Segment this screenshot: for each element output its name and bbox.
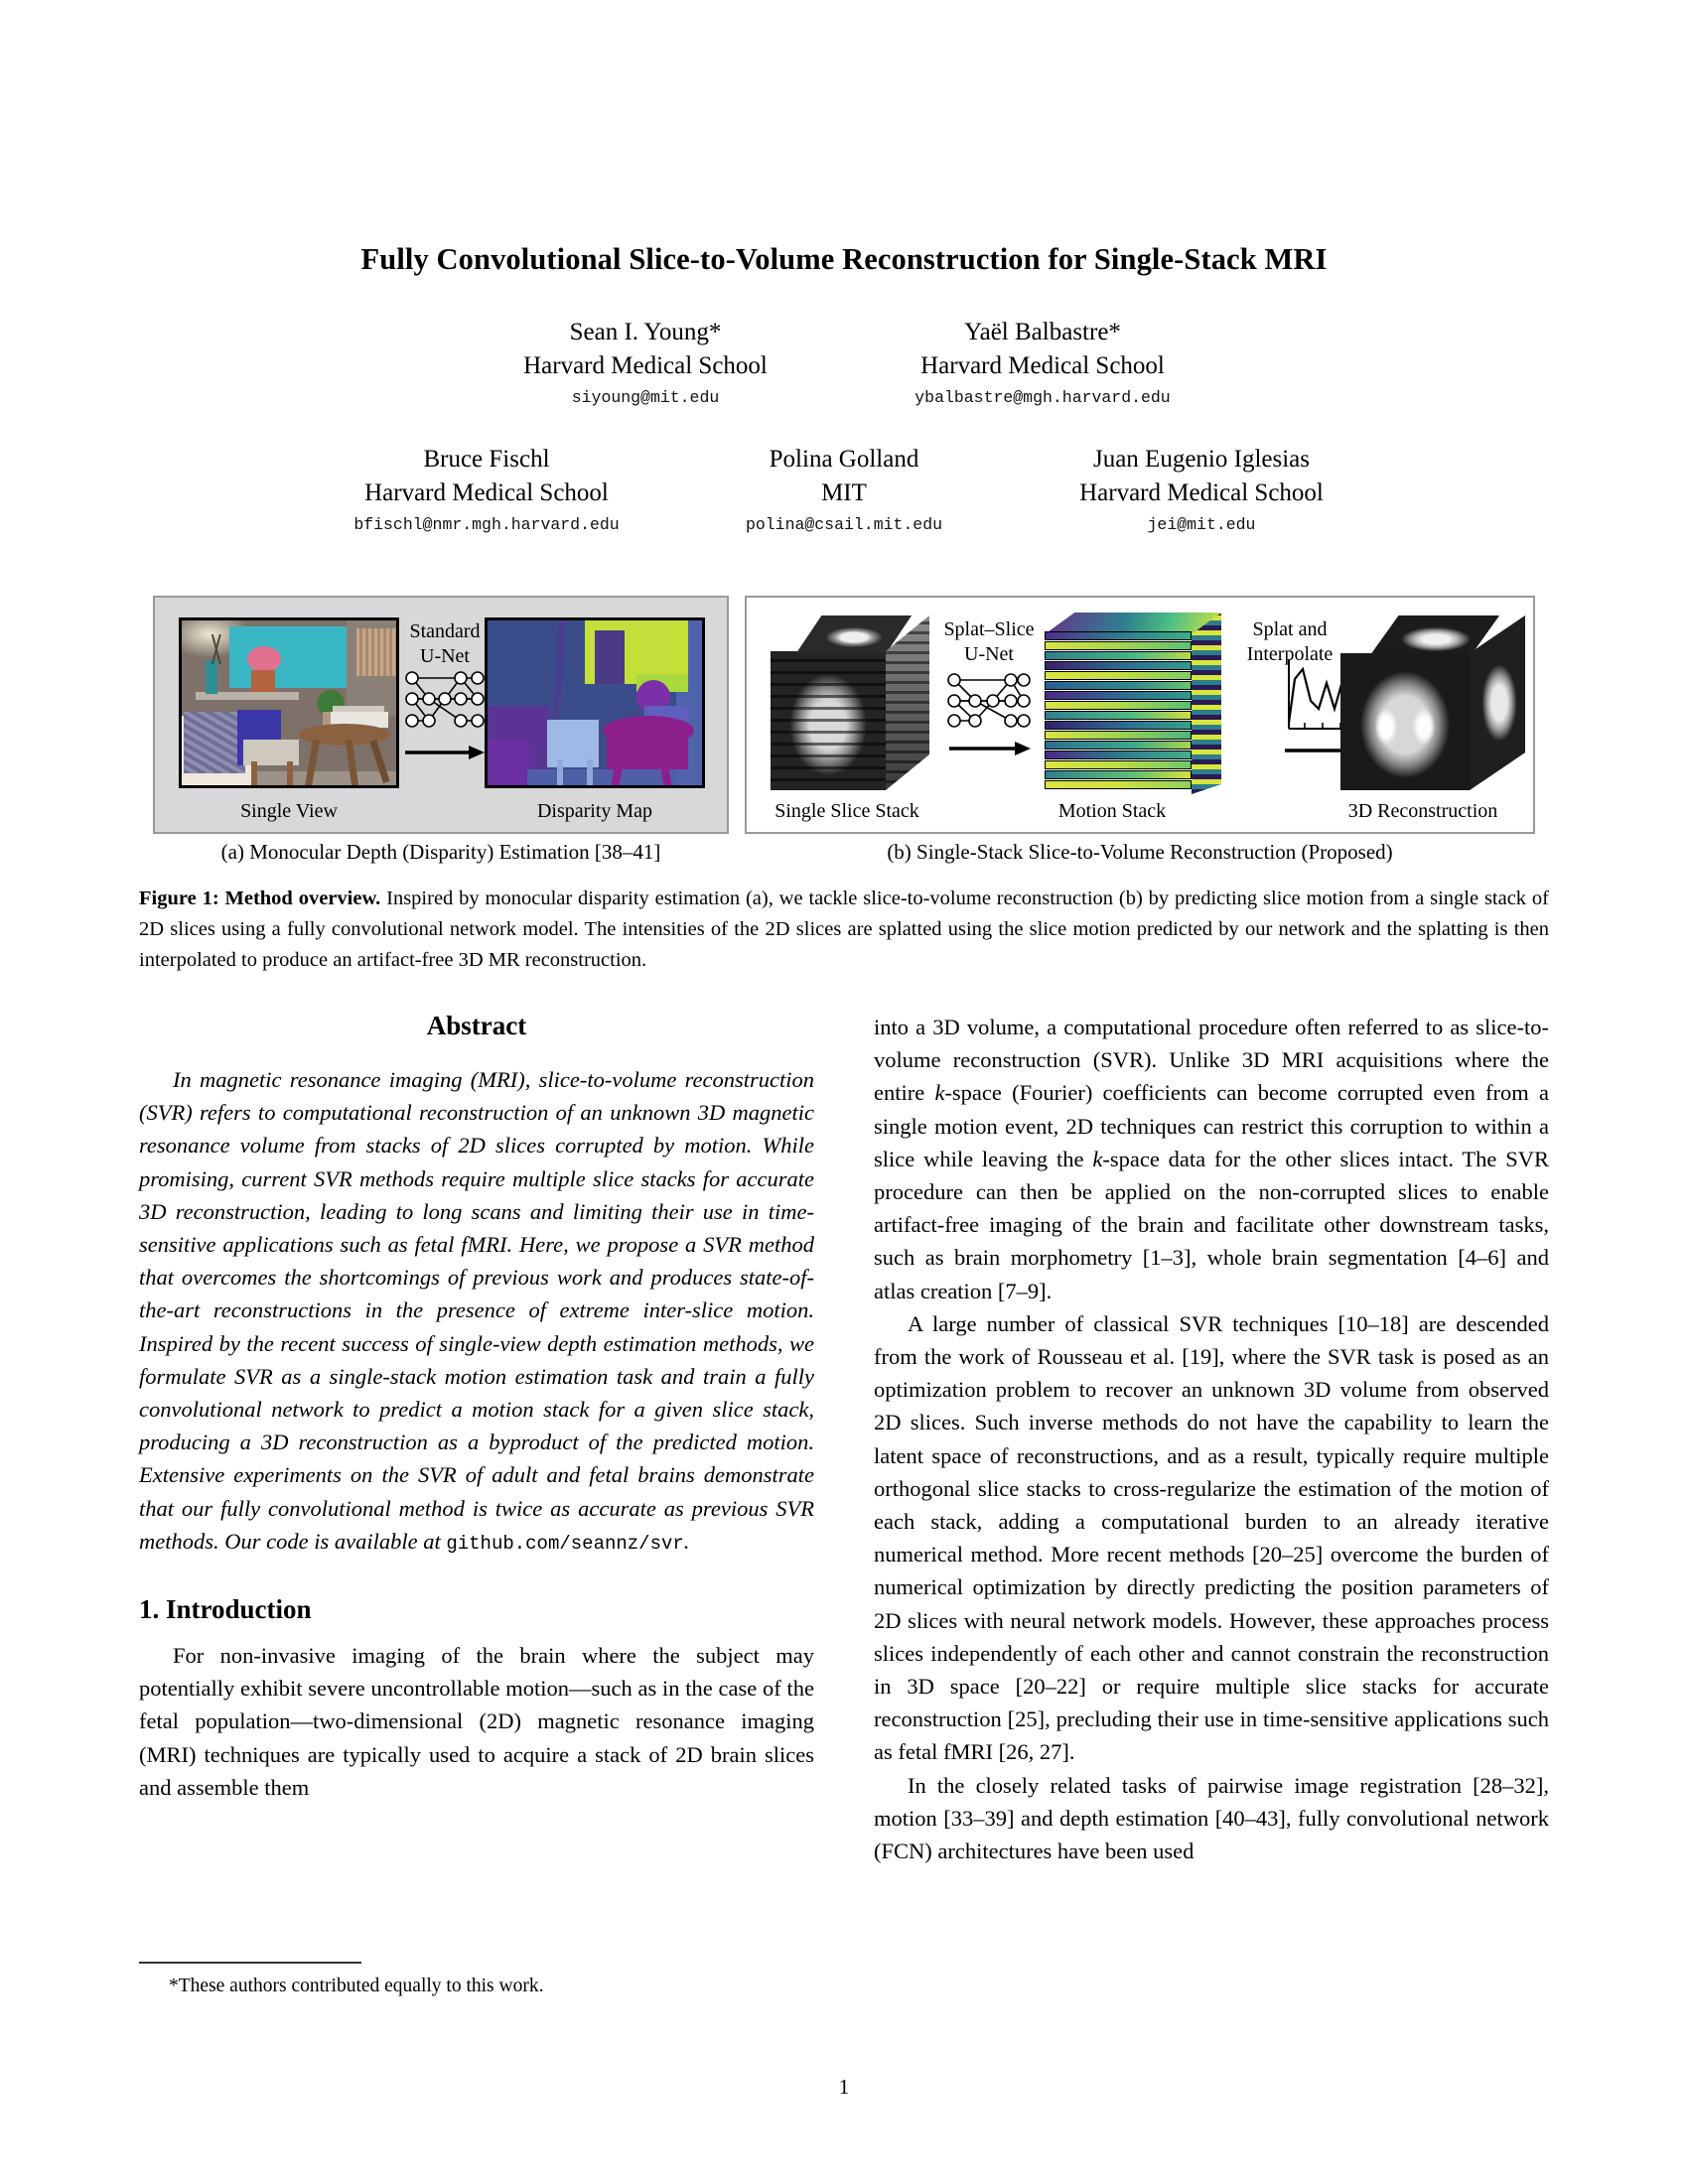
author-name: Bruce Fischl [423,446,550,473]
right-paragraph-3: In the closely related tasks of pairwise image registration [28–32], motion [33–39] and depth estimation [40–43], fully convolutional network (FCN) architectures have been used [874,1772,1549,1864]
3d-reconstruction-cube [1340,615,1525,790]
right-p1-part1: into a 3D volume, a computational procedure often referred to as slice-to-volume reconstruction (SVR). Unlike 3D MRI acquisitions where the entire [874,1015,1549,1106]
abstract-heading: Abstract [426,1011,527,1040]
author-email[interactable]: polina@csail.mit.edu [745,515,943,534]
author-entry [447,316,844,413]
panel-a-body [155,606,727,784]
introduction-paragraph: For non-invasive imaging of the brain where the subject may potentially exhibit severe uncontrollable motion—such as in the case of the fetal population—two-dimensional (2D) magnetic resonance imaging (MRI) techniques are typically used to acquire a stack of 2D brain slices and assemble them [139,1643,814,1800]
author-affiliation: Harvard Medical School [920,352,1165,379]
motion-stack-graphic [1045,614,1223,794]
arrow-right-icon [947,741,1033,756]
label-single-view: Single View [240,800,338,822]
panel-b-network-label: Splat–Slice U-Net [943,618,1035,665]
arrow-right-icon [403,745,487,760]
label-single-slice-stack: Single Slice Stack [774,800,919,822]
footnote-divider [139,1962,361,1964]
author-email[interactable]: jei@mit.edu [1147,515,1256,534]
label-3d-reconstruction: 3D Reconstruction [1347,800,1498,822]
author-block [0,316,1688,540]
abstract-code-url[interactable]: github.com/seannz/svr [446,1532,684,1555]
right-column [874,1011,1549,1867]
author-email[interactable]: siyoung@mit.edu [571,388,720,407]
author-affiliation: MIT [821,479,867,506]
left-column [139,1011,814,1804]
author-name: Juan Eugenio Iglesias [1092,446,1310,473]
figure-panel-b [745,596,1535,834]
subcaption-a: (a) Monocular Depth (Disparity) Estimation [38–41] [220,840,661,864]
right-paragraph-2: A large number of classical SVR techniques [10–18] are descended from the work of Rousseau et al. [19], where the SVR task is posed as an optimization problem to recover an unknown 3D volume from observed 2D slices. Such inverse methods do not have the capability to learn the latent space of reconstructions, and as a result, typically require multiple orthogonal slice stacks to cross-regularize the estimation of the motion of each stack, adding a computational burden to an already iterative numerical method. More recent methods [20–25] overcome the burden of numerical optimization by directly predicting the position parameters of 2D slices with neural network models. However, these approaches process slices independently of each other and cannot constrain the reconstruction in 3D space [20–22] or require multiple slice stacks for accurate reconstruction [25], precluding their use in time-sensitive applications such as fetal fMRI [26, 27]. [874,1310,1549,1765]
right-paragraph-1 [874,1011,1549,1307]
abstract-body: In magnetic resonance imaging (MRI), slice-to-volume reconstruction (SVR) refers to computational reconstruction of an unknown 3D magnetic resonance volume from stacks of 2D slices corrupted by motion. While promising, current SVR methods require multiple slice stacks for accurate 3D reconstruction, leading to long scans and limiting their use in time-sensitive applications such as fetal fMRI. Here, we propose a SVR method that overcomes the shortcomings of previous work and produces state-of-the-art reconstructions in the presence of extreme inter-slice motion. Inspired by the recent success of single-view depth estimation methods, we formulate SVR as a single-stack motion estimation task and train a fully convolutional network to predict a motion stack for a given slice stack, producing a 3D reconstruction as a byproduct of the predicted motion. Extensive experiments on the SVR of adult and fetal brains demonstrate that our fully convolutional method is twice as accurate as previous SVR methods. Our code is available at [139,1067,814,1554]
author-entry [1023,443,1380,540]
figure-caption-text: Inspired by monocular disparity estimation (a), we tackle slice-to-volume reconstruction (b) by predicting slice motion from a single stack of 2D slices using a fully convolutional network model. The intensities of the 2D slices are splatted using the slice motion predicted by our network and the splatting is then interpolated to produce an artifact-free 3D MR reconstruction. [139,887,1550,971]
footnote-text: *These authors contributed equally to this work. [169,1976,544,1996]
single-slice-stack-cube [771,615,929,790]
abstract-tail: . [683,1528,690,1554]
author-entry [844,316,1241,413]
panel-b-labels [747,800,1533,826]
introduction-heading: 1. Introduction [139,1594,312,1625]
panel-a-network-label: Standard U-Net [409,620,481,667]
abstract-text [139,1063,814,1561]
author-name: Polina Golland [769,446,919,473]
label-disparity-map: Disparity Map [536,800,653,822]
disparity-map-image [485,617,705,788]
panel-b-interp-label: Splat and Interpolate [1246,618,1334,665]
u-net-diagram-icon [403,669,487,735]
page-title: Fully Convolutional Slice-to-Volume Reconstruction for Single-Stack MRI [360,242,1328,276]
figure-subcaptions [153,840,1535,870]
author-row-1 [0,316,1688,413]
author-affiliation: Harvard Medical School [1079,479,1324,506]
panel-a-labels [155,800,727,826]
page-number: 1 [838,2075,850,2099]
figure-panel-a [153,596,729,834]
figure-caption-bold: Figure 1: Method overview. [139,887,381,909]
author-email[interactable]: ybalbastre@mgh.harvard.edu [914,388,1171,407]
author-name: Sean I. Young* [569,319,722,345]
author-affiliation: Harvard Medical School [364,479,609,506]
right-p1-part2: -space (Fourier) coefficients can become corrupted even from a single motion event, 2D techniques can restrict this corruption to within a slice while leaving the [874,1080,1549,1171]
author-entry [665,443,1023,540]
figure-1 [153,596,1535,834]
author-email[interactable]: bfischl@nmr.mgh.harvard.edu [353,515,620,534]
right-p1-part3: -space data for the other slices intact. The SVR procedure can then be applied on the non-corrupted slices to enable artifact-free imaging of the brain and facilitate other downstream tasks, such as brain morphometry [1–3], whole brain segmentation [4–6] and atlas creation [7–9]. [874,1146,1550,1303]
author-row-2 [0,443,1688,540]
figure-caption [139,884,1549,976]
single-view-photo [179,617,399,788]
author-affiliation: Harvard Medical School [523,352,768,379]
panel-b-body [747,606,1533,784]
splat-slice-u-net-diagram-icon [945,671,1033,733]
subcaption-b: (b) Single-Stack Slice-to-Volume Reconstruction (Proposed) [887,840,1393,864]
author-name: Yaël Balbastre* [964,319,1121,345]
k-space-italic: k [1092,1146,1103,1171]
k-space-italic: k [934,1080,945,1106]
label-motion-stack: Motion Stack [1057,800,1167,822]
author-entry [308,443,665,540]
